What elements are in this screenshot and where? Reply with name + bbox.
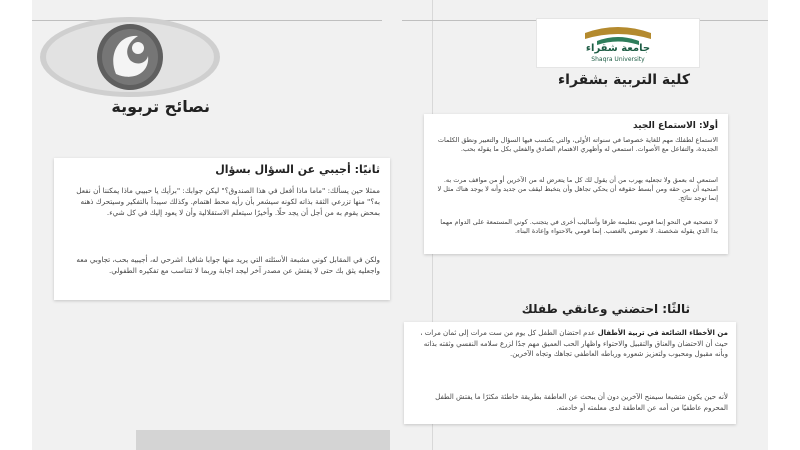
section-hug-emphasis: من الأخطاء الشائعة في تربية الأطفال: [597, 329, 728, 337]
section-good-listening-title: أولا: الاستماع الجيد: [633, 121, 718, 131]
section-hug-paragraph-1: [410, 328, 728, 360]
section-hug-paragraph-1-text: عدم احتضان الطفل كل يوم من ست مرات إلى ثمان مرات ، حيث أن الاحتضان والعناق والتقبيل والاحتواء واظهار الحب العميق مهم جدًا لزرع سلامه النفسي وثقته بذاته وبأنه مقبول ومحبوب ولتعزيز شعوره ورباطه العاطفي تجاهك وتجاه الآخرين.: [420, 329, 728, 358]
university-logo: [536, 18, 700, 68]
section-answer-with-question: [54, 158, 390, 300]
section-answer-with-question-paragraph-1: ممثلا حين يسألك: "ماما ماذا أفعل في هذا الصندوق؟" ليكن جوابك: "برأيك يا حبيبي ماذا يمكننا أن نفعل به؟" منها تزرعي الثقة بذاته لكونه سيشعر بأن رأيه محط اهتمام. وكذلك سيبدأ بالتفكير وسيتحرك ذهنه بمحض يقوم به من أجل أن يجد حلًا. وأخيرًا سيتعلم الاستقلالية وأن لا يعود إليك في كل شيء.: [76, 186, 380, 217]
section-good-listening: [424, 114, 728, 254]
section-answer-with-question-title: ثانيًا: أجيبي عن السؤال بسؤال: [215, 163, 380, 176]
section-answer-with-question-paragraph-2: ولكن في المقابل كوني مشبعة الأسئلته التي يريد منها جوابا شافيا. اشرحي له، أجيبيه بحب، تجاوبي معه واجعليه يثق بك حتى لا يفتش عن مصدر آخر ليجد اجابة وربما لا تتناسب مع تفكيره الطفولي.: [76, 255, 380, 275]
section-good-listening-paragraph-2: استمعي له بعمق ولا تجعليه يهرب من أن يقول لك كل ما يتعرض له من الآخرين أو من مواقف مرت به. امنحيه أن من حقه ومن أبسط حقوقه أن يحكي تجاهل وأن يتخبط ليقف من جديد وأنه لا يوجد هناك مثل لا إنما توجد نتائج.: [437, 176, 718, 202]
faculty-title: كلية التربية بشقراء: [558, 72, 690, 88]
bottom-placeholder-box: [136, 430, 390, 450]
university-name-english: Shaqra University: [591, 56, 645, 63]
newsletter-title: نصائح تربوية: [111, 97, 210, 116]
newsletter-logo: [38, 16, 222, 98]
section-hug-child: [404, 322, 736, 424]
section-hug-paragraph-2: لأنه حين يكون متشبعا سيمنح الآخرين دون أن يبحث عن العاطفة بطريقة خاطئة مكثرًا ما يفتش الطفل المحروم عاطفيًا من أمه عن العاطفة لدى معلمته أو خادمته.: [435, 393, 728, 412]
section-good-listening-paragraph-1: الاستماع لطفلك مهم للغاية خصوصا في سنواته الأولى، والتي يكتسب فيها السؤال والتعبير ونطق الكلمات الجديدة، والتفاعل مع الأصوات. استمعي له وأظهري الاهتمام الصادق والفعلي بكل ما يقوله بحب.: [437, 136, 718, 153]
section-good-listening-paragraph-3: لا تنصحيه في النحو إنما قومي بتعليمه طرقا وأساليب أخرى في يتجنب. كوني المستمعة على الدوام مهما بدا الذي يقوله شخصنة. لا تعوضي بالغضب. إنما قومي بالاحتواء وإعادة البناء.: [440, 218, 718, 235]
university-name-arabic: جامعة شقراء: [585, 43, 651, 54]
section-hug-title: ثالثًا: احتضني وعانقي طفلك: [521, 302, 690, 316]
